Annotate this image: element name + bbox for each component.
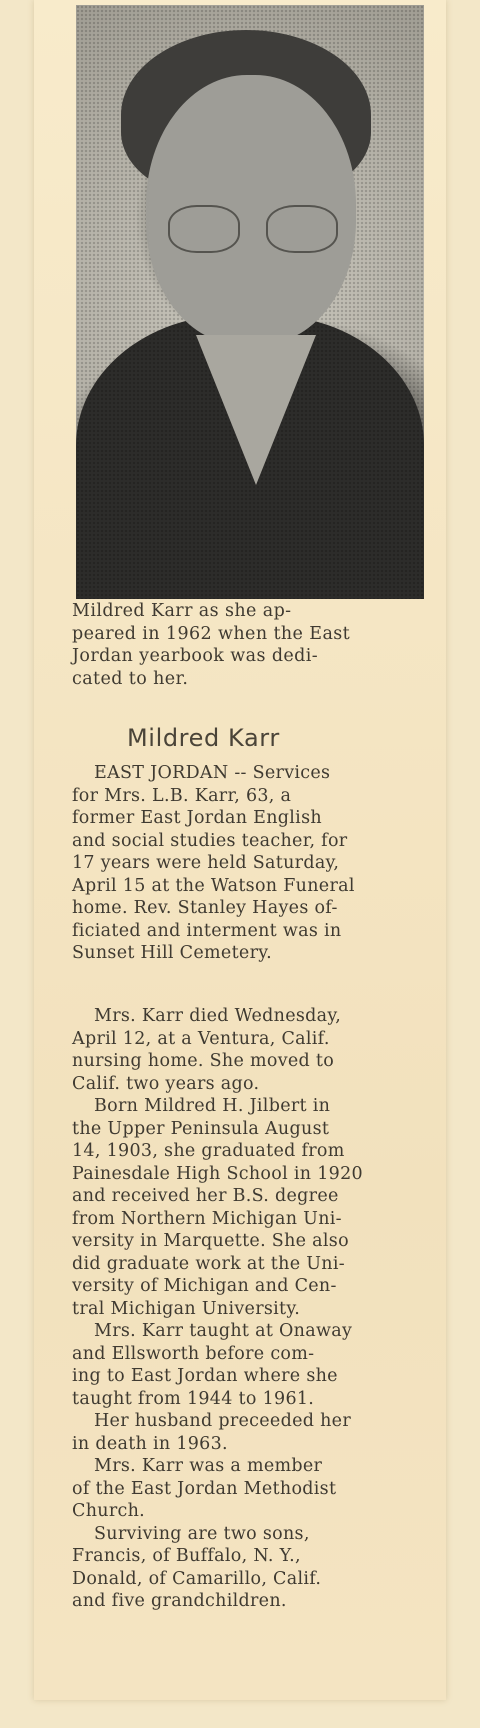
portrait-glasses xyxy=(168,205,338,251)
body-line: Calif. two years ago. xyxy=(72,1073,260,1094)
body-line: Born Mildred H. Jilbert in xyxy=(94,1096,331,1116)
body-line: home. Rev. Stanley Hayes of- xyxy=(72,898,338,918)
body-line: for Mrs. L.B. Karr, 63, a xyxy=(72,785,292,806)
body-line: Francis, of Buffalo, N. Y., xyxy=(72,1546,301,1566)
body-line: did graduate work at the Uni- xyxy=(72,1253,345,1274)
body-line: and received her B.S. degree xyxy=(72,1186,339,1206)
obituary-heading: Mildred Karr xyxy=(127,724,280,752)
body-line: April 15 at the Watson Funeral xyxy=(72,875,355,896)
body-line: Mrs. Karr taught at Onaway xyxy=(94,1321,353,1341)
body-line: 14, 1903, she graduated from xyxy=(72,1141,345,1161)
body-line: Mrs. Karr was a member xyxy=(94,1456,323,1476)
body-line: ing to East Jordan where she xyxy=(72,1366,338,1386)
body-line: and social studies teacher, for xyxy=(72,830,348,851)
body-line: and five grandchildren. xyxy=(72,1591,287,1611)
portrait-photo xyxy=(76,5,424,599)
caption-line: Mildred Karr as she ap- xyxy=(72,601,292,621)
body-line: Mrs. Karr died Wednesday, xyxy=(94,1006,342,1026)
portrait-collar xyxy=(196,335,316,485)
body-line: Donald, of Camarillo, Calif. xyxy=(72,1568,322,1589)
body-line: Painesdale High School in 1920 xyxy=(72,1163,363,1184)
body-line: of the East Jordan Methodist xyxy=(72,1478,337,1499)
body-line: the Upper Peninsula August xyxy=(72,1118,330,1139)
obituary-paragraph-2 xyxy=(72,1005,382,1613)
body-line: April 12, at a Ventura, Calif. xyxy=(72,1028,330,1049)
body-line: EAST JORDAN -- Services xyxy=(94,763,331,783)
body-line: nursing home. She moved to xyxy=(72,1051,335,1071)
body-line: former East Jordan English xyxy=(72,808,322,828)
caption-line: cated to her. xyxy=(72,668,189,689)
body-line: Church. xyxy=(72,1501,146,1521)
photo-caption xyxy=(72,600,382,690)
body-line: Her husband preceeded her xyxy=(94,1411,351,1431)
body-line: in death in 1963. xyxy=(72,1433,228,1454)
body-line: tral Michigan University. xyxy=(72,1298,301,1319)
body-line: 17 years were held Saturday, xyxy=(72,853,340,873)
caption-line: peared in 1962 when the East xyxy=(72,623,351,644)
body-line: ficiated and interment was in xyxy=(72,920,342,941)
body-line: versity of Michigan and Cen- xyxy=(72,1276,337,1296)
body-line: Surviving are two sons, xyxy=(94,1523,310,1544)
body-line: and Ellsworth before com- xyxy=(72,1343,315,1364)
body-line: from Northern Michigan Uni- xyxy=(72,1208,342,1229)
caption-line: Jordan yearbook was dedi- xyxy=(72,646,319,666)
body-line: Sunset Hill Cemetery. xyxy=(72,943,272,963)
body-line: taught from 1944 to 1961. xyxy=(72,1388,315,1409)
body-line: versity in Marquette. She also xyxy=(72,1231,349,1251)
obituary-paragraph-1 xyxy=(72,762,382,965)
